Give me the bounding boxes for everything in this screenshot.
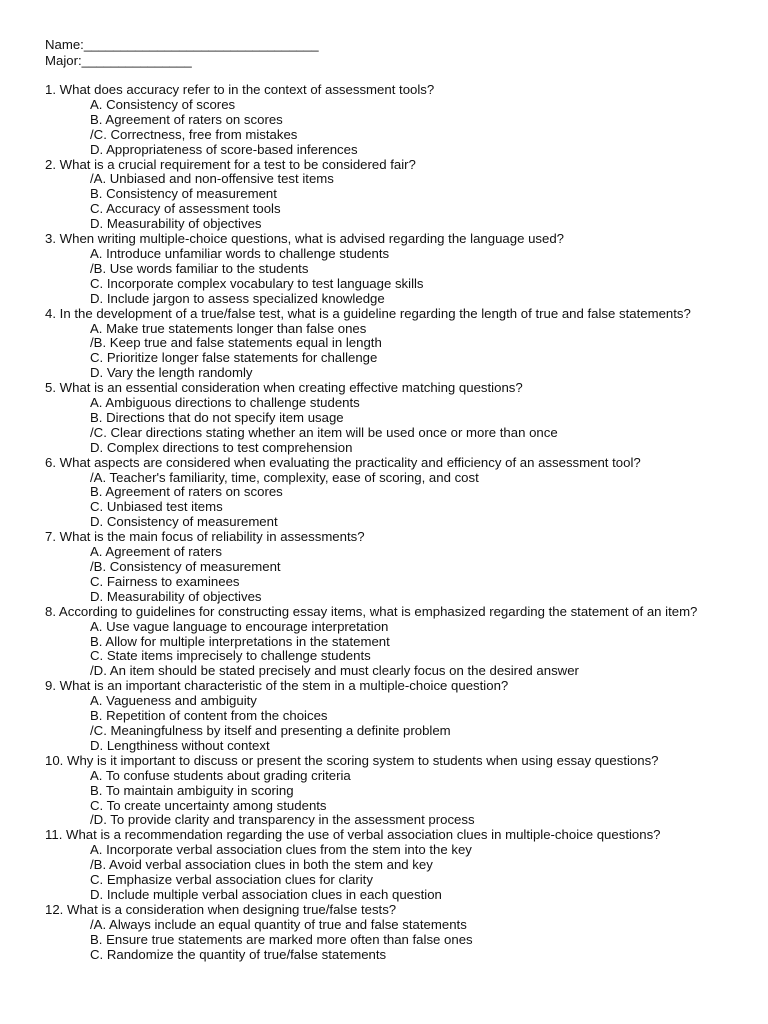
answer-option: D. Measurability of objectives bbox=[90, 216, 262, 232]
question-stem: 5. What is an essential consideration when creating effective matching questions? bbox=[45, 380, 523, 396]
answer-option: A. Use vague language to encourage interpretation bbox=[90, 618, 389, 634]
answer-option: /D. An item should be stated precisely and must clearly focus on the desired answer bbox=[90, 663, 579, 679]
question-item bbox=[45, 754, 735, 829]
question-stem: 9. What is an important characteristic of the stem in a multiple-choice question? bbox=[45, 678, 509, 694]
answer-option: /C. Correctness, free from mistakes bbox=[90, 126, 298, 142]
question-stem: 2. What is a crucial requirement for a test to be considered fair? bbox=[45, 156, 416, 172]
answer-option: A. To confuse students about grading criteria bbox=[90, 767, 351, 783]
student-info-header bbox=[45, 37, 319, 68]
answer-option: D. Consistency of measurement bbox=[90, 514, 278, 530]
answer-option: A. Make true statements longer than false ones bbox=[90, 320, 367, 336]
answer-option: /A. Teacher's familiarity, time, complexity, ease of scoring, and cost bbox=[90, 469, 479, 485]
answer-option: /D. To provide clarity and transparency in the assessment process bbox=[90, 812, 475, 828]
question-stem: 7. What is the main focus of reliability in assessments? bbox=[45, 529, 365, 545]
question-list bbox=[45, 83, 735, 962]
question-item bbox=[45, 679, 735, 754]
answer-option: C. Fairness to examinees bbox=[90, 573, 240, 589]
answer-option: D. Include jargon to assess specialized knowledge bbox=[90, 290, 385, 306]
answer-option: C. Emphasize verbal association clues for clarity bbox=[90, 872, 373, 888]
answer-option: A. Incorporate verbal association clues from the stem into the key bbox=[90, 842, 472, 858]
answer-option: /B. Avoid verbal association clues in both the stem and key bbox=[90, 857, 433, 873]
answer-option: B. To maintain ambiguity in scoring bbox=[90, 782, 294, 798]
question-item bbox=[45, 232, 735, 307]
answer-option: D. Complex directions to test comprehension bbox=[90, 439, 353, 455]
answer-option: C. To create uncertainty among students bbox=[90, 797, 327, 813]
answer-option: /A. Unbiased and non-offensive test items bbox=[90, 171, 334, 187]
answer-option: B. Repetition of content from the choices bbox=[90, 708, 328, 724]
answer-option: /B. Keep true and false statements equal in length bbox=[90, 335, 382, 351]
question-item bbox=[45, 158, 735, 233]
answer-option: A. Introduce unfamiliar words to challenge students bbox=[90, 245, 390, 261]
answer-option: C. Prioritize longer false statements for challenge bbox=[90, 350, 378, 366]
answer-option: D. Measurability of objectives bbox=[90, 588, 262, 604]
answer-option: B. Allow for multiple interpretations in the statement bbox=[90, 633, 390, 649]
question-stem: 11. What is a recommendation regarding the use of verbal association clues in multiple-choice questions? bbox=[45, 827, 661, 843]
question-stem: 3. When writing multiple-choice questions, what is advised regarding the language used? bbox=[45, 231, 565, 247]
answer-option: A. Vagueness and ambiguity bbox=[90, 693, 257, 709]
question-stem: 10. Why is it important to discuss or present the scoring system to students when using essay questions? bbox=[45, 752, 659, 768]
answer-option: A. Consistency of scores bbox=[90, 96, 236, 112]
question-item bbox=[45, 903, 735, 963]
answer-option: B. Ensure true statements are marked more often than false ones bbox=[90, 931, 473, 947]
answer-option: /B. Consistency of measurement bbox=[90, 559, 281, 574]
answer-option: C. Randomize the quantity of true/false statements bbox=[90, 946, 387, 962]
answer-option: D. Lengthiness without context bbox=[90, 737, 270, 753]
answer-option: C. Unbiased test items bbox=[90, 499, 223, 515]
answer-option: /C. Clear directions stating whether an item will be used once or more than once bbox=[90, 424, 558, 440]
answer-option: D. Appropriateness of score-based inferences bbox=[90, 141, 358, 157]
answer-option: D. Vary the length randomly bbox=[90, 365, 253, 381]
answer-option: C. State items imprecisely to challenge students bbox=[90, 648, 371, 664]
answer-option: /B. Use words familiar to the students bbox=[90, 260, 309, 276]
answer-option: C. Accuracy of assessment tools bbox=[90, 201, 281, 217]
answer-option: A. Ambiguous directions to challenge students bbox=[90, 395, 360, 411]
name-field-line: Name:________________________________ bbox=[45, 37, 319, 52]
major-field-line: Major:_______________ bbox=[45, 52, 192, 68]
answer-option: B. Directions that do not specify item usage bbox=[90, 409, 344, 425]
question-stem: 1. What does accuracy refer to in the context of assessment tools? bbox=[45, 82, 435, 97]
question-item bbox=[45, 456, 735, 531]
answer-option: B. Agreement of raters on scores bbox=[90, 111, 283, 127]
question-item bbox=[45, 381, 735, 456]
question-stem: 12. What is a consideration when designing true/false tests? bbox=[45, 901, 397, 917]
question-item bbox=[45, 530, 735, 605]
question-item bbox=[45, 828, 735, 903]
answer-option: /A. Always include an equal quantity of true and false statements bbox=[90, 916, 467, 932]
answer-option: /C. Meaningfulness by itself and presenting a definite problem bbox=[90, 722, 451, 738]
question-item bbox=[45, 83, 735, 158]
question-stem: 8. According to guidelines for constructing essay items, what is emphasized regarding the statement of an item? bbox=[45, 603, 698, 619]
question-stem: 6. What aspects are considered when evaluating the practicality and efficiency of an assessment tool? bbox=[45, 454, 641, 470]
question-item bbox=[45, 307, 735, 382]
question-stem: 4. In the development of a true/false test, what is a guideline regarding the length of true and false statements? bbox=[45, 305, 691, 321]
answer-option: B. Consistency of measurement bbox=[90, 186, 277, 202]
answer-option: D. Include multiple verbal association clues in each question bbox=[90, 886, 442, 902]
answer-option: C. Incorporate complex vocabulary to test language skills bbox=[90, 275, 424, 291]
answer-option: B. Agreement of raters on scores bbox=[90, 484, 283, 500]
answer-option: A. Agreement of raters bbox=[90, 544, 222, 560]
question-item bbox=[45, 605, 735, 680]
